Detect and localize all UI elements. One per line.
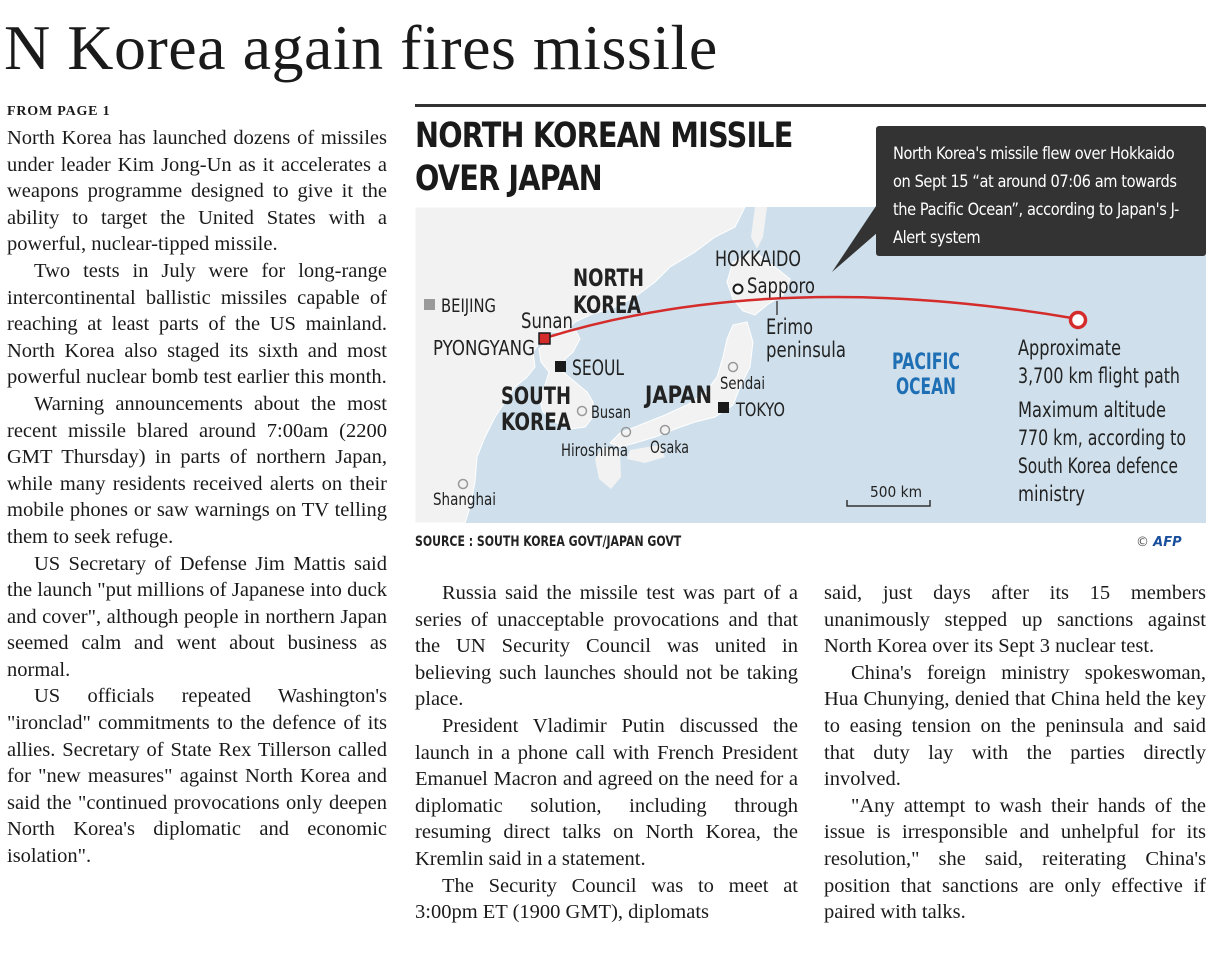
paragraph: China's foreign ministry spokeswoman, Hua Chunying, denied that China held the key to easing tension on the peninsula and said that duty lay with the parties directly involved. [824,661,1206,791]
afp-logo: AFP [1153,535,1182,550]
graphic-top-rule [415,104,1206,107]
map-label-japan: JAPAN [643,381,712,409]
callout-text: North Korea's missile flew over Hokkaido on Sept 15 “at around 07:06 am towards the Pacific Ocean”, according to Japan's J-Alert system [893,144,1179,248]
copyright-symbol: © [1136,535,1149,550]
map-label-korea-north: KOREA [573,291,642,319]
map-label-shanghai: Shanghai [433,490,496,510]
map-label-pyongyang: PYONGYANG [433,336,535,360]
altitude-label-3: South Korea defence [1018,454,1178,478]
map-label-pacific: PACIFIC [892,350,960,375]
seoul-marker [555,361,566,372]
map-label-erimo: Erimo [766,315,813,339]
kicker: FROM PAGE 1 [7,104,111,119]
paragraph: Russia said the missile test was part of a series of unacceptable provocations and that the UN Security Council was united in believing such launches should not be taking place. [415,582,798,711]
map-label-sunan: Sunan [521,309,573,333]
map-label-south: SOUTH [501,382,571,410]
paragraph: Warning announcements about the most recent missile blared around 7:00am (2200 GMT Thursday) in parts of northern Japan, while many residents received alerts on their mobile phones or saw warnings on TV telling them to seek refuge. [7,392,387,548]
paragraph: The Security Council was to meet at 3:00pm ET (1900 GMT), diplomats [415,874,798,924]
graphic-title-line-1: NORTH KOREAN MISSILE [415,116,793,156]
graphic-credit [1136,535,1182,550]
altitude-label-2: 770 km, according to [1018,426,1186,450]
map-label-osaka: Osaka [650,438,689,458]
map-label-beijing: BEIJING [441,295,496,317]
altitude-label-4: ministry [1018,482,1085,506]
graphic-source: SOURCE : SOUTH KOREA GOVT/JAPAN GOVT [415,534,682,550]
pyongyang-marker [539,333,550,344]
flight-path-label-1: Approximate [1018,336,1121,360]
map-label-korea-south: KOREA [501,408,572,436]
paragraph: President Vladimir Putin discussed the launch in a phone call with French President Emanuel Macron and agreed on the need for a diplomatic solution, including through resuming direct talks on North Korea, the Kremlin said in a statement. [415,714,798,870]
paragraph: "Any attempt to wash their hands of the issue is irresponsible and unhelpful for its resolution," she said, reiterating China's position that sanctions are only effective if paired with talks. [824,794,1206,924]
paragraph: said, just days after its 15 members unanimously stepped up sanctions against North Korea over its Sept 3 nuclear test. [824,582,1206,658]
map-label-sendai: Sendai [720,374,765,394]
altitude-label-1: Maximum altitude [1018,398,1166,422]
paragraph: US officials repeated Washington's "ironclad" commitments to the defence of its allies. Secretary of State Rex Tillerson called for "new measures" against North Korea and said the "continued provocations only deepen North Korea's diplomatic and economic isolation". [7,685,387,868]
map-label-sapporo: Sapporo [747,274,815,298]
map-label-north: NORTH [573,264,644,292]
map-label-hokkaido: HOKKAIDO [715,247,801,271]
map-label-tokyo: TOKYO [735,399,785,421]
tokyo-marker [718,402,729,413]
graphic-title [415,115,793,201]
paragraph: Two tests in July were for long-range intercontinental ballistic missiles capable of reaching at least parts of the US mainland. North Korea also staged its sixth and most powerful nuclear bomb test earlier this month. [7,259,387,389]
article-column-1 [7,125,387,870]
map-label-busan: Busan [591,403,631,423]
article-column-2 [415,580,798,926]
map-label-peninsula: peninsula [766,338,846,362]
map-label-ocean: OCEAN [896,375,956,400]
article-column-3 [824,580,1206,926]
impact-point-marker [1071,313,1086,328]
map-label-hiroshima: Hiroshima [561,441,628,461]
paragraph: North Korea has launched dozens of missiles under leader Kim Jong-Un as it accelerates a weapons programme designed to give it the ability to target the United States with a powerful, nuclear-tipped missile. [7,127,387,256]
callout-box [876,126,1206,256]
sapporo-marker [734,285,743,294]
flight-path-label-2: 3,700 km flight path [1018,364,1180,388]
paragraph: US Secretary of Defense Jim Mattis said the launch "put millions of Japanese into duck and cover", although people in northern Japan seemed calm and went about business as normal. [7,552,387,681]
map-label-seoul: SEOUL [572,356,625,380]
scale-label: 500 km [870,483,922,501]
graphic-title-line-2: OVER JAPAN [415,159,602,199]
beijing-marker [424,299,435,310]
headline: N Korea again fires missile [4,12,718,83]
